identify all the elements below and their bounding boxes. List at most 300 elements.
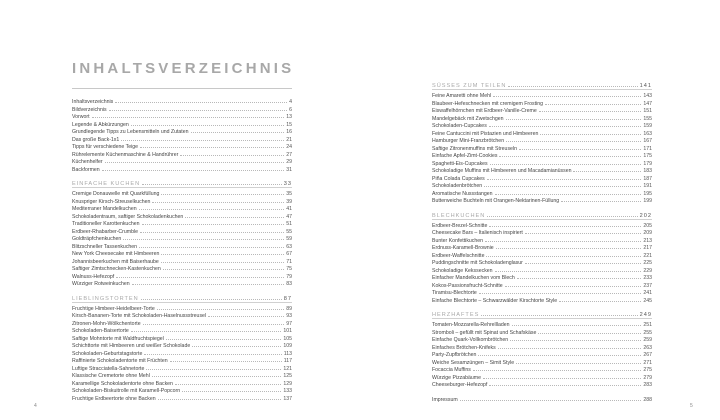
toc-entry[interactable] xyxy=(72,341,292,349)
dot-leader xyxy=(175,379,281,385)
dot-leader xyxy=(166,334,282,340)
toc-entry[interactable] xyxy=(72,135,292,143)
toc-entry[interactable] xyxy=(432,144,652,152)
toc-entry-label: Schokoladen-Geburtstagstorte xyxy=(72,350,143,357)
toc-entry-page: 59 xyxy=(286,236,292,242)
toc-entry-label: Saftige Mohntorte mit Waldfruchtspiegel xyxy=(72,335,164,342)
dot-leader xyxy=(490,159,642,165)
toc-entry-label: Rührelemente Küchenmaschine & Handrührer xyxy=(72,151,179,158)
toc-entry-page: 233 xyxy=(643,275,652,281)
section-heading[interactable] xyxy=(72,179,292,186)
toc-entry-page: 4 xyxy=(289,99,292,105)
dot-leader xyxy=(487,211,637,217)
dot-leader xyxy=(121,135,284,141)
toc-entry-page: 245 xyxy=(643,297,652,304)
toc-entry-label: Puddingschnitte mit Schokoladenglasur xyxy=(432,260,523,266)
toc-entry-page: 267 xyxy=(643,352,652,358)
toc-entry-label: Focaccia Muffins xyxy=(432,367,471,373)
dot-leader xyxy=(140,142,284,148)
toc-entry-label: Blitzschneller Tassenkuchen xyxy=(72,243,138,250)
toc-entry-label: Inhaltsverzeichnis xyxy=(72,99,114,105)
dot-leader xyxy=(525,228,642,234)
toc-entry-label: Erdnuss-Karamell-Brownie xyxy=(432,245,494,251)
toc-entry-page: 221 xyxy=(643,252,652,259)
dot-leader xyxy=(131,326,282,332)
toc-entry[interactable] xyxy=(72,379,292,387)
dot-leader xyxy=(487,174,642,180)
toc-entry[interactable] xyxy=(432,189,652,197)
dot-leader xyxy=(498,343,642,349)
toc-entry-page: 175 xyxy=(643,153,652,159)
dot-leader xyxy=(152,371,281,377)
toc-entry[interactable] xyxy=(72,334,292,342)
dot-leader xyxy=(170,356,282,362)
section-heading-page: 249 xyxy=(639,312,652,318)
toc-entry[interactable] xyxy=(432,243,652,251)
dot-leader xyxy=(109,105,288,111)
toc-entry-page: 283 xyxy=(643,382,652,388)
toc-entry-label: Schokoladenbrötchen xyxy=(432,183,483,189)
dot-leader xyxy=(152,197,284,203)
dot-leader xyxy=(512,320,642,326)
toc-entry-label: Feine Amaretti ohne Mehl xyxy=(432,93,492,99)
toc-entry-label: New York Cheesecake mit Himbeeren xyxy=(72,251,160,257)
toc-entry[interactable] xyxy=(72,272,292,280)
toc-entry[interactable] xyxy=(72,319,292,327)
dot-leader xyxy=(483,373,641,379)
toc-entry[interactable] xyxy=(72,249,292,257)
toc-entry-page: 24 xyxy=(286,144,292,150)
toc-entry[interactable] xyxy=(432,358,652,366)
toc-entry-label: Cremige Donauwelle mit Quarkfüllung xyxy=(72,191,160,197)
toc-right-column xyxy=(432,81,652,402)
toc-entry-page: 147 xyxy=(643,100,652,107)
section-heading-page: 141 xyxy=(639,83,652,89)
toc-entry[interactable] xyxy=(432,181,652,189)
toc-entry[interactable] xyxy=(72,127,292,135)
toc-entry-label: Einfache Apfel-Zimt-Cookies xyxy=(432,153,498,159)
section-heading-label: SÜSSES ZUM TEILEN xyxy=(432,83,507,89)
toc-entry-page: 35 xyxy=(286,191,292,197)
toc-entry-label: Saftige Zitronenmuffins mit Streuseln xyxy=(432,145,517,152)
toc-entry-label: Bunter Konfettikuchen xyxy=(432,237,484,244)
toc-entry-label: Tipps für verschiedene Teige xyxy=(72,144,139,150)
toc-entry-page: 183 xyxy=(643,168,652,174)
toc-entry[interactable] xyxy=(72,150,292,158)
toc-entry[interactable] xyxy=(72,97,292,105)
dot-leader xyxy=(519,144,641,150)
toc-entry-label: Cheesecake Bars – Italienisch inspiriert xyxy=(432,230,523,236)
toc-entry-page: 217 xyxy=(643,245,652,251)
section-heading-label: HERZHAFTES xyxy=(432,312,480,318)
toc-entry-label: Schokoladen-Cupcakes xyxy=(432,123,487,129)
toc-entry-page: 255 xyxy=(643,329,652,336)
dot-leader xyxy=(540,129,641,135)
toc-entry-page: 237 xyxy=(643,282,652,289)
toc-entry-label: Aromatische Nussstangen xyxy=(432,190,493,197)
dot-leader xyxy=(561,196,641,202)
toc-entry-page: 241 xyxy=(643,290,652,296)
dot-leader xyxy=(516,358,641,364)
toc-entry[interactable] xyxy=(432,251,652,259)
dot-leader xyxy=(143,319,285,325)
toc-entry-page: 121 xyxy=(283,365,292,372)
toc-entry-label: Das große Back-1x1 xyxy=(72,136,120,143)
toc-entry[interactable] xyxy=(432,266,652,274)
toc-entry-label: Würziger Rotweinkuchen xyxy=(72,281,130,287)
page-number-right: 5 xyxy=(690,403,693,409)
dot-leader xyxy=(131,120,284,126)
toc-entry-label: Knuspriger Kirsch-Streuselkuchen xyxy=(72,198,151,205)
toc-entry[interactable] xyxy=(72,112,292,120)
toc-entry-label: Würzige Pizzabäume xyxy=(432,374,482,381)
toc-entry-label: Tiramisu-Blechtorte xyxy=(432,290,477,296)
dot-leader xyxy=(559,296,641,302)
toc-entry-page: 41 xyxy=(286,206,292,212)
toc-entry[interactable] xyxy=(432,196,652,204)
toc-entry[interactable] xyxy=(72,349,292,357)
section-heading-page: 87 xyxy=(283,295,292,302)
toc-entry[interactable] xyxy=(432,296,652,304)
toc-entry-label: Weiche Sesamzüngen – Simit Style xyxy=(432,359,515,366)
toc-entry[interactable] xyxy=(432,343,652,351)
toc-entry[interactable] xyxy=(72,257,292,265)
toc-entry[interactable] xyxy=(72,364,292,372)
toc-entry-page: 67 xyxy=(286,251,292,257)
dot-leader xyxy=(460,395,642,401)
toc-entry-label: Tomaten-Mozzarella-Rehrellladen xyxy=(432,322,510,328)
toc-entry[interactable] xyxy=(432,281,652,289)
toc-entry-label: Piña Colada Cupcakes xyxy=(432,175,485,182)
toc-entry-page: 16 xyxy=(286,129,292,135)
toc-entry-page: 31 xyxy=(286,166,292,173)
toc-entry-label: Einfache Blechtorte – Schwarzwälder Kirschtorte Style xyxy=(432,297,558,304)
dot-leader xyxy=(517,273,642,279)
toc-entry-label: Klassische Cremetorte ohne Mehl xyxy=(72,373,150,379)
toc-entry[interactable] xyxy=(72,386,292,394)
toc-entry-label: Zitronen-Mohn-Wölkchentorte xyxy=(72,320,141,327)
dot-leader xyxy=(495,266,642,272)
toc-entry-page: 209 xyxy=(643,230,652,236)
toc-entry-page: 195 xyxy=(643,190,652,197)
toc-entry-label: Schokoladige Muffins mit Himbeeren und Macadamianüssen xyxy=(432,168,572,174)
toc-entry-label: Schokoladige Kekssecken xyxy=(432,267,493,274)
toc-entry-label: Fruchtige Himbeer-Heidelbeer-Torte xyxy=(72,305,155,312)
dot-leader xyxy=(545,99,641,105)
toc-entry[interactable] xyxy=(72,120,292,128)
toc-entry-label: Backformen xyxy=(72,166,100,173)
toc-entry[interactable] xyxy=(72,242,292,250)
page-number-left: 4 xyxy=(34,403,37,409)
toc-entry-page: 133 xyxy=(283,388,292,394)
toc-entry[interactable] xyxy=(432,106,652,114)
toc-entry-label: Bildverzeichnis xyxy=(72,106,107,113)
toc-entry-page: 13 xyxy=(286,114,292,120)
toc-entry-label: Einfaches Brötchen-Knifeks xyxy=(432,344,496,351)
page-title: INHALTSVERZEICHNIS xyxy=(72,60,295,77)
dot-leader xyxy=(510,335,641,341)
dot-leader xyxy=(505,281,642,287)
toc-entry-page: 47 xyxy=(286,213,292,220)
dot-leader xyxy=(485,236,641,242)
toc-entry-page: 187 xyxy=(643,175,652,182)
toc-entry-label: Traditioneller Karottenkuchen xyxy=(72,221,140,227)
toc-entry-label: Eiswaffelhörnchen mit Erdbeer-Vanille-Creme xyxy=(432,108,537,114)
toc-entry[interactable] xyxy=(432,114,652,122)
toc-entry[interactable] xyxy=(432,136,652,144)
dot-leader xyxy=(161,249,284,255)
dot-leader xyxy=(140,227,284,233)
toc-entry-label: Raffinierte Schokoladentorte mit Früchten xyxy=(72,358,168,364)
toc-entry-label: Schokoladen-Baisertorte xyxy=(72,328,129,334)
toc-entry[interactable] xyxy=(432,328,652,336)
toc-entry[interactable] xyxy=(72,157,292,165)
toc-entry[interactable] xyxy=(72,197,292,205)
section-heading[interactable] xyxy=(432,81,652,88)
toc-entry-page: 55 xyxy=(286,228,292,235)
toc-entry-page: 159 xyxy=(643,123,652,129)
dot-leader xyxy=(182,386,281,392)
toc-left-column xyxy=(72,97,292,401)
dot-leader xyxy=(192,341,281,347)
toc-entry-page: 191 xyxy=(643,183,652,189)
toc-entry[interactable] xyxy=(432,380,652,388)
dot-leader xyxy=(538,328,641,334)
section-heading-label: EINFACHE KUCHEN xyxy=(72,181,141,187)
toc-entry-label: Cheeseburger-Hefezopf xyxy=(432,382,488,388)
dot-leader xyxy=(508,81,637,87)
toc-entry-page: 21 xyxy=(286,136,292,143)
toc-entry[interactable] xyxy=(72,234,292,242)
toc-entry-page: 155 xyxy=(643,115,652,122)
dot-leader xyxy=(144,349,281,355)
dot-leader xyxy=(105,157,285,163)
toc-entry-label: Erdbeer-Rhabarber-Crumble xyxy=(72,228,139,235)
dot-leader xyxy=(539,106,642,112)
dot-leader xyxy=(473,365,642,371)
toc-entry[interactable] xyxy=(432,395,652,403)
toc-entry-label: Legende & Abkürzungen xyxy=(72,121,129,128)
toc-entry-label: Mandelgebäck mit Zwetschgen xyxy=(432,115,504,122)
dot-leader xyxy=(495,189,642,195)
toc-entry-page: 29 xyxy=(286,159,292,165)
toc-entry-page: 167 xyxy=(643,138,652,144)
toc-entry-label: Grundlegende Tipps zu Lebensmitteln und Zutaten xyxy=(72,129,189,135)
dot-leader xyxy=(139,204,285,210)
section-heading[interactable] xyxy=(72,294,292,301)
toc-entry-label: Schokoladentraum, saftiger Schokoladenkuchen xyxy=(72,213,184,220)
toc-entry-page: 117 xyxy=(283,358,292,364)
toc-entry[interactable] xyxy=(432,365,652,373)
dot-leader xyxy=(525,258,642,264)
toc-entry-label: Saftiger Zimtschnecken-Kastenkuchen xyxy=(72,266,161,272)
toc-entry-label: Johannisbeerkuchen mit Baiserhaube xyxy=(72,258,159,265)
dot-leader xyxy=(493,91,641,97)
toc-entry[interactable] xyxy=(72,304,292,312)
toc-entry[interactable] xyxy=(72,311,292,319)
toc-entry[interactable] xyxy=(432,221,652,229)
dot-leader xyxy=(163,264,284,270)
toc-entry-label: Kokos-Passionsfrucht-Schnitte xyxy=(432,282,503,289)
toc-entry[interactable] xyxy=(72,105,292,113)
dot-leader xyxy=(115,97,287,103)
toc-entry-page: 97 xyxy=(286,320,292,327)
toc-entry[interactable] xyxy=(72,165,292,173)
dot-leader xyxy=(208,311,284,317)
dot-leader xyxy=(123,234,284,240)
toc-entry-label: Walnuss-Hefezopf xyxy=(72,273,115,280)
toc-entry-page: 143 xyxy=(643,93,652,99)
toc-entry-page: 101 xyxy=(283,328,292,334)
toc-entry-page: 151 xyxy=(643,108,652,114)
dot-leader xyxy=(489,121,642,127)
dot-leader xyxy=(479,288,642,294)
dot-leader xyxy=(92,112,285,118)
toc-entry[interactable] xyxy=(432,320,652,328)
toc-entry-page: 199 xyxy=(643,198,652,204)
dot-leader xyxy=(161,257,284,263)
dot-leader xyxy=(161,189,284,195)
toc-entry-page: 229 xyxy=(643,267,652,274)
dot-leader xyxy=(102,165,285,171)
toc-entry[interactable] xyxy=(432,258,652,266)
toc-entry-page: 205 xyxy=(643,222,652,229)
section-heading-page: 33 xyxy=(283,181,292,187)
dot-leader xyxy=(489,221,641,227)
dot-leader xyxy=(481,310,637,316)
toc-entry-page: 213 xyxy=(643,237,652,244)
toc-entry-label: Stromboli – gefüllt mit Spinat und Schafskäse xyxy=(432,329,537,336)
toc-entry-label: Vorwort xyxy=(72,114,90,120)
toc-entry[interactable] xyxy=(72,212,292,220)
toc-entry-page: 163 xyxy=(643,130,652,137)
toc-entry[interactable] xyxy=(432,91,652,99)
toc-entry-label: Einfache Quark-Vollkornbrötchen xyxy=(432,337,509,343)
toc-entry-page: 71 xyxy=(286,258,292,265)
toc-entry-page: 93 xyxy=(286,313,292,319)
toc-entry[interactable] xyxy=(432,236,652,244)
section-heading-label: BLECHKUCHEN xyxy=(432,212,486,219)
dot-leader xyxy=(496,243,642,249)
toc-entry[interactable] xyxy=(72,142,292,150)
toc-entry[interactable] xyxy=(432,288,652,296)
dot-leader xyxy=(486,251,641,257)
section-heading-label: LIEBLINGSTORTEN xyxy=(72,295,139,302)
toc-entry[interactable] xyxy=(72,371,292,379)
toc-entry[interactable] xyxy=(72,394,292,402)
toc-entry-page: 279 xyxy=(643,374,652,381)
toc-entry-page: 125 xyxy=(283,373,292,379)
toc-entry-page: 171 xyxy=(643,145,652,152)
toc-entry-label: Erdbeer-Brezel-Schnitte xyxy=(432,222,488,229)
toc-entry-label: Kirsch-Bananen-Torte mit Schokoladen-Haselnussstreusel xyxy=(72,313,207,319)
dot-leader xyxy=(185,212,284,218)
dot-leader xyxy=(142,179,282,185)
dot-leader xyxy=(506,136,641,142)
toc-entry-page: 63 xyxy=(286,243,292,250)
dot-leader xyxy=(139,242,284,248)
toc-entry-page: 113 xyxy=(283,350,292,357)
toc-entry[interactable] xyxy=(432,121,652,129)
toc-entry-page: 271 xyxy=(643,359,652,366)
toc-entry[interactable] xyxy=(72,204,292,212)
toc-entry[interactable] xyxy=(432,335,652,343)
toc-entry[interactable] xyxy=(72,326,292,334)
dot-leader xyxy=(484,181,641,187)
toc-entry-label: Mediterraner Mandelkuchen xyxy=(72,206,137,212)
toc-entry-page: 251 xyxy=(643,322,652,328)
toc-entry-page: 288 xyxy=(643,396,652,403)
toc-entry-page: 89 xyxy=(286,305,292,312)
dot-leader xyxy=(158,394,282,400)
toc-entry-label: Butterweiche Buchteln mit Orangen-Nektarinen-Füllung xyxy=(432,198,560,204)
dot-leader xyxy=(506,114,642,120)
section-heading[interactable] xyxy=(432,211,652,218)
toc-entry-page: 51 xyxy=(286,221,292,227)
title-rule xyxy=(72,88,292,89)
toc-entry[interactable] xyxy=(72,279,292,287)
toc-entry-page: 39 xyxy=(286,198,292,205)
dot-leader xyxy=(573,166,641,172)
toc-entry[interactable] xyxy=(432,129,652,137)
toc-entry-page: 179 xyxy=(643,160,652,167)
toc-entry-page: 225 xyxy=(643,260,652,266)
toc-entry-page: 259 xyxy=(643,337,652,343)
toc-entry[interactable] xyxy=(432,228,652,236)
dot-leader xyxy=(116,272,284,278)
dot-leader xyxy=(146,364,281,370)
toc-entry-label: Impressum xyxy=(432,396,458,403)
dot-leader xyxy=(157,304,284,310)
toc-entry[interactable] xyxy=(432,174,652,182)
toc-entry[interactable] xyxy=(72,219,292,227)
toc-entry[interactable] xyxy=(72,356,292,364)
toc-entry[interactable] xyxy=(72,189,292,197)
dot-leader xyxy=(180,150,284,156)
toc-entry-label: Einfacher Mandelkuchen vom Blech xyxy=(432,275,515,281)
toc-entry[interactable] xyxy=(72,264,292,272)
toc-entry[interactable] xyxy=(432,273,652,281)
toc-entry[interactable] xyxy=(432,373,652,381)
toc-entry-label: Erdbeer-Waffelschnitte xyxy=(432,252,485,259)
toc-entry-label: Hamburger Mini-Franzbrötchen xyxy=(432,138,505,144)
toc-entry[interactable] xyxy=(432,350,652,358)
toc-entry-label: Luftige Stracciatella-Sahnetorte xyxy=(72,365,145,372)
dot-leader xyxy=(478,350,641,356)
toc-entry[interactable] xyxy=(72,227,292,235)
toc-entry-label: Blaubeer-Hefeschnecken mit cremigem Frosting xyxy=(432,100,543,107)
toc-entry-label: Küchenhelfer xyxy=(72,159,103,165)
toc-entry-label: Party-Zupfbrötchen xyxy=(432,352,477,358)
toc-entry-page: 109 xyxy=(283,343,292,349)
toc-entry-page: 129 xyxy=(283,380,292,387)
section-heading-page: 202 xyxy=(639,212,652,219)
toc-entry-label: Fruchtige Erdbeertorte ohne Backen xyxy=(72,395,156,402)
dot-leader xyxy=(141,294,282,300)
section-heading[interactable] xyxy=(432,310,652,317)
toc-entry[interactable] xyxy=(432,159,652,167)
toc-entry-page: 6 xyxy=(289,106,292,113)
toc-entry[interactable] xyxy=(432,151,652,159)
toc-entry-label: Schichttorte mit Himbeeren und weißer Schokolade xyxy=(72,343,191,349)
toc-entry-page: 27 xyxy=(286,151,292,158)
toc-entry-page: 137 xyxy=(283,395,292,402)
toc-entry-page: 83 xyxy=(286,281,292,287)
toc-entry[interactable] xyxy=(432,99,652,107)
toc-entry[interactable] xyxy=(432,166,652,174)
dot-leader xyxy=(191,127,285,133)
toc-entry-page: 75 xyxy=(286,266,292,272)
